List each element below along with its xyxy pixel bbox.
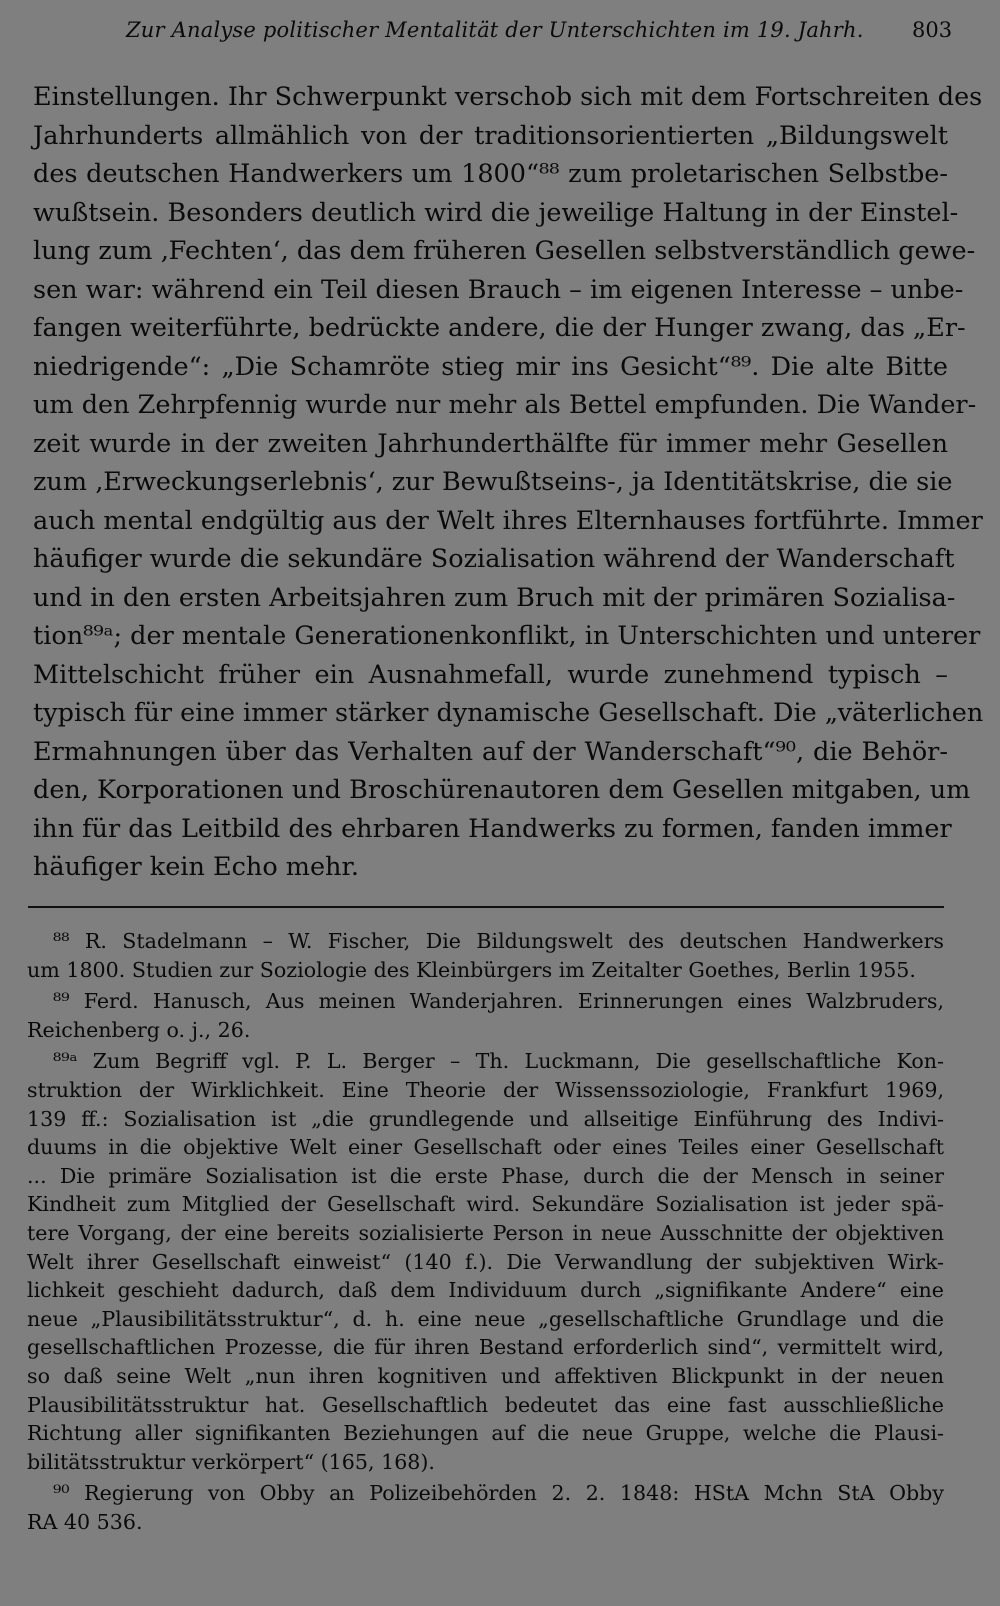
footnote-line: ... Die primäre Sozialisation ist die erste Phase, durch die der Mensch in seiner [27,1163,944,1188]
body-line: Einstellungen. Ihr Schwerpunkt verschob sich mit dem Fortschreiten des [33,82,983,112]
body-line: auch mental endgültig aus der Welt ihres Elternhauses fortführte. Immer [33,505,983,536]
footnotes [27,927,944,1536]
body-line: sen war: während ein Teil diesen Brauch – im eigenen Interesse – unbe- [33,274,964,305]
running-title: Zur Analyse politischer Mentalität der Unterschichten im 19. Jahrh. [126,18,864,42]
body-line: tion⁸⁹ᵃ; der mentale Generationenkonflikt, in Unterschichten und unterer [33,621,981,651]
body-line: zum ‚Erweckungserlebnis‘, zur Bewußtseins-, ja Identitätskrise, die sie [33,467,953,497]
page-number: 803 [912,18,953,42]
footnote-line: ⁹⁰ Regierung von Obby an Polizeibehörden 2. 2. 1848: HStA Mchn StA Obby [53,1481,944,1506]
body-line: zeit wurde in der zweiten Jahrhunderthälfte für immer mehr Gesellen [33,428,948,459]
body-line: niedrigende“: „Die Schamröte stieg mir ins Gesicht“⁸⁹. Die alte Bitte [33,351,948,382]
footnote-line: neue „Plausibilitätsstruktur“, d. h. eine neue „gesellschaftliche Grundlage und die [27,1306,944,1331]
body-line: Jahrhunderts allmählich von der traditionsorientierten „Bildungswelt [33,120,948,151]
footnote-line: so daß seine Welt „nun ihren kognitiven und affektiven Blickpunkt in der neuen [27,1363,944,1388]
body-line: typisch für eine immer stärker dynamische Gesellschaft. Die „väterlichen [33,698,984,728]
footnote-89 [27,987,944,1044]
body-line: wußtsein. Besonders deutlich wird die jeweilige Haltung in der Einstel- [33,197,959,228]
footnote-line: tere Vorgang, der eine bereits sozialisierte Person in neue Ausschnitte der objektiven [27,1220,944,1245]
body-text [33,78,984,887]
footnote-90 [27,1479,944,1536]
footnote-line: Kindheit zum Mitglied der Gesellschaft wird. Sekundäre Sozialisation ist jeder spä- [27,1192,944,1217]
footnote-line: Richtung aller signifikanten Beziehungen auf die neue Gruppe, welche die Plausi- [27,1421,944,1446]
footnote-line: lichkeit geschieht dadurch, daß dem Individuum durch „signifikante Andere“ eine [27,1278,944,1303]
body-line: ihn für das Leitbild des ehrbaren Handwerks zu formen, fanden immer [33,813,952,844]
body-line: und in den ersten Arbeitsjahren zum Bruch mit der primären Sozialisa- [33,582,956,613]
footnote-line: RA 40 536. [27,1509,143,1534]
footnote-line: bilitätsstruktur verkörpert“ (165, 168). [27,1449,435,1474]
footnote-88 [27,927,944,984]
footnote-line: duums in die objektive Welt einer Gesellschaft oder eines Teiles einer Gesellschaft [27,1135,944,1160]
footnote-89a [27,1047,944,1476]
footnote-line: 139 ff.: Sozialisation ist „die grundlegende und allseitige Einführung des Indivi- [27,1106,944,1131]
footnote-line: Welt ihrer Gesellschaft einweist“ (140 f.). Die Verwandlung der subjektiven Wirk- [27,1249,944,1274]
footnote-line: struktion der Wirklichkeit. Eine Theorie der Wissenssoziologie, Frankfurt 1969, [27,1077,944,1102]
body-line: häufiger wurde die sekundäre Sozialisation während der Wanderschaft [33,544,955,574]
body-line: des deutschen Handwerkers um 1800“⁸⁸ zum proletarischen Selbstbe- [33,159,948,189]
body-line: Mittelschicht früher ein Ausnahmefall, wurde zunehmend typisch – [33,659,948,690]
body-line: um den Zehrpfennig wurde nur mehr als Bettel empfunden. Die Wander- [33,390,977,420]
footnote-line: Plausibilitätsstruktur hat. Gesellschaftlich bedeutet das eine fast ausschließliche [27,1392,944,1417]
body-line: den, Korporationen und Broschürenautoren dem Gesellen mitgaben, um [33,775,971,805]
footnote-separator [28,906,944,908]
footnote-line: ⁸⁸ R. Stadelmann – W. Fischer, Die Bildungswelt des deutschen Handwerkers [53,929,944,953]
footnote-line: um 1800. Studien zur Soziologie des Kleinbürgers im Zeitalter Goethes, Berlin 1955. [27,957,916,982]
body-line: lung zum ‚Fechten‘, das dem früheren Gesellen selbstverständlich gewe- [33,236,976,266]
running-header [0,18,1000,48]
body-line: Ermahnungen über das Verhalten auf der Wanderschaft“⁹⁰, die Behör- [33,736,948,767]
footnote-line: Reichenberg o. j., 26. [27,1017,251,1042]
footnote-line: gesellschaftlichen Prozesse, die für ihren Bestand erforderlich sind“, vermittelt wird, [27,1335,944,1360]
body-line: häufiger kein Echo mehr. [33,852,359,882]
footnote-line: ⁸⁹ Ferd. Hanusch, Aus meinen Wanderjahren. Erinnerungen eines Walzbruders, [53,989,944,1014]
body-line: fangen weiterführte, bedrückte andere, die der Hunger zwang, das „Er- [33,313,966,343]
footnote-line: ⁸⁹ᵃ Zum Begriff vgl. P. L. Berger – Th. Luckmann, Die gesellschaftliche Kon- [53,1049,944,1074]
